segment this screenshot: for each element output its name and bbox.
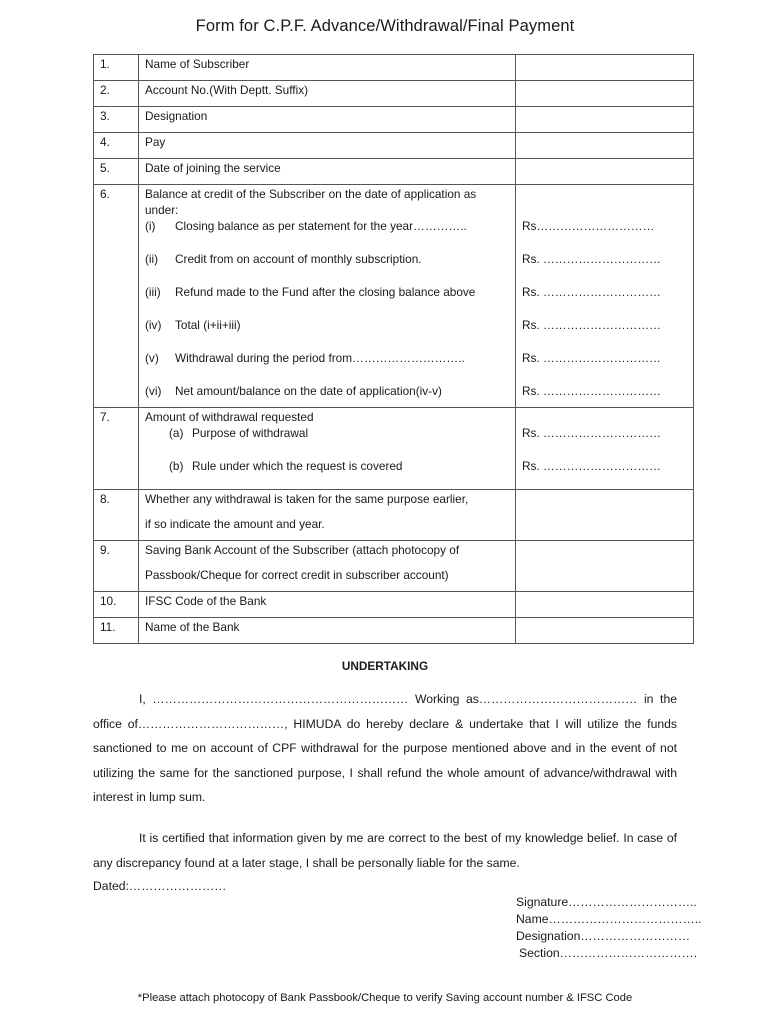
- saving-bank-account-field[interactable]: [516, 541, 694, 592]
- name-of-subscriber-field[interactable]: [516, 55, 694, 81]
- sub-item: (b) Rule under which the request is covered: [169, 459, 403, 473]
- row-number: 11.: [94, 618, 139, 644]
- row-number: 5.: [94, 159, 139, 185]
- row-label: Amount of withdrawal requested (a) Purpose of withdrawal (b) Rule under which the request is covered: [139, 408, 516, 490]
- row-label: Pay: [139, 133, 516, 159]
- certification-paragraph: It is certified that information given by me are correct to the best of my knowledge belief. In case of any discrepancy found at a later stage, I shall be personally liable for the same.: [93, 831, 677, 870]
- table-row: [94, 408, 694, 490]
- designation-line[interactable]: Designation………………………: [516, 929, 691, 943]
- table-row: [94, 185, 694, 408]
- sub-item: (iii) Refund made to the Fund after the closing balance above: [145, 285, 476, 299]
- table-row: [94, 81, 694, 107]
- pay-field[interactable]: [516, 133, 694, 159]
- ifsc-code-field[interactable]: [516, 592, 694, 618]
- row-number: 9.: [94, 541, 139, 592]
- withdrawal-values-field[interactable]: Rs. ………………………… Rs. …………………………: [516, 408, 694, 490]
- sub-item: (ii) Credit from on account of monthly subscription.: [145, 252, 422, 266]
- bank-name-field[interactable]: [516, 618, 694, 644]
- table-row: [94, 541, 694, 592]
- table-row: [94, 490, 694, 541]
- row-number: 4.: [94, 133, 139, 159]
- sub-item: (i) Closing balance as per statement for the year…………..: [145, 219, 467, 233]
- sub-item: (iv) Total (i+ii+iii): [145, 318, 241, 332]
- table-row: [94, 618, 694, 644]
- table-row: [94, 592, 694, 618]
- designation-field[interactable]: [516, 107, 694, 133]
- undertaking-heading: UNDERTAKING: [341, 659, 429, 673]
- table-row: [94, 133, 694, 159]
- form-table: [93, 54, 694, 644]
- sub-item: (v) Withdrawal during the period from………………………..: [145, 351, 465, 365]
- row-label: Whether any withdrawal is taken for the same purpose earlier, if so indicate the amount and year.: [139, 490, 516, 541]
- row-number: 3.: [94, 107, 139, 133]
- section-line[interactable]: Section…………………………….: [519, 946, 698, 960]
- table-row: [94, 107, 694, 133]
- row-number: 1.: [94, 55, 139, 81]
- row-number: 8.: [94, 490, 139, 541]
- page-title: Form for C.P.F. Advance/Withdrawal/Final Payment: [195, 17, 575, 35]
- row-number: 10.: [94, 592, 139, 618]
- signature-line[interactable]: Signature…………………………..: [516, 895, 697, 909]
- undertaking-paragraph: I, ……………………………………………………… Working as………………………………… in the office of………………………………, HIMUDA do hereby declare & undertake that I will utilize the funds sanctioned to me on account of CPF withdrawal for the purpose mentioned above and in the event of not utilizing the same for the sanctioned purpose, I shall refund the whole amount of advance/withdrawal with interest in lump sum.: [93, 692, 677, 805]
- row-number: 7.: [94, 408, 139, 490]
- dated-field[interactable]: Dated:……………………: [93, 879, 227, 893]
- row-label: Account No.(With Deptt. Suffix): [139, 81, 516, 107]
- row-label: Saving Bank Account of the Subscriber (attach photocopy of Passbook/Cheque for correct credit in subscriber account): [139, 541, 516, 592]
- sub-item: (a) Purpose of withdrawal: [169, 426, 309, 440]
- row-label: Designation: [139, 107, 516, 133]
- earlier-withdrawal-field[interactable]: [516, 490, 694, 541]
- row-label: Name of Subscriber: [139, 55, 516, 81]
- table-row: [94, 55, 694, 81]
- row-label: Date of joining the service: [139, 159, 516, 185]
- row-number: 6.: [94, 185, 139, 408]
- sub-item: (vi) Net amount/balance on the date of application(iv-v): [145, 384, 442, 398]
- row-label: IFSC Code of the Bank: [139, 592, 516, 618]
- balance-values-field[interactable]: Rs………………………… Rs. ………………………… Rs. ………………………… Rs. ………………………… Rs. ………………………… Rs. …………………………: [516, 185, 694, 408]
- date-of-joining-field[interactable]: [516, 159, 694, 185]
- footnote: *Please attach photocopy of Bank Passbook/Cheque to verify Saving account number & IFSC Code: [137, 992, 633, 1004]
- row-label: Name of the Bank: [139, 618, 516, 644]
- account-number-field[interactable]: [516, 81, 694, 107]
- name-line[interactable]: Name………………………………..: [516, 912, 702, 926]
- row-label: Balance at credit of the Subscriber on the date of application as under: (i) Closing balance as per statement for the year………….. (ii) Credit from on account of monthly subscription. (iii) Refund made to the Fund after the closing balance above (iv) Total (i+ii+iii) (v) Withdrawal during the period from……………………….. (vi) Net amount/balance on the date of application(iv-v): [139, 185, 516, 408]
- row-number: 2.: [94, 81, 139, 107]
- table-row: [94, 159, 694, 185]
